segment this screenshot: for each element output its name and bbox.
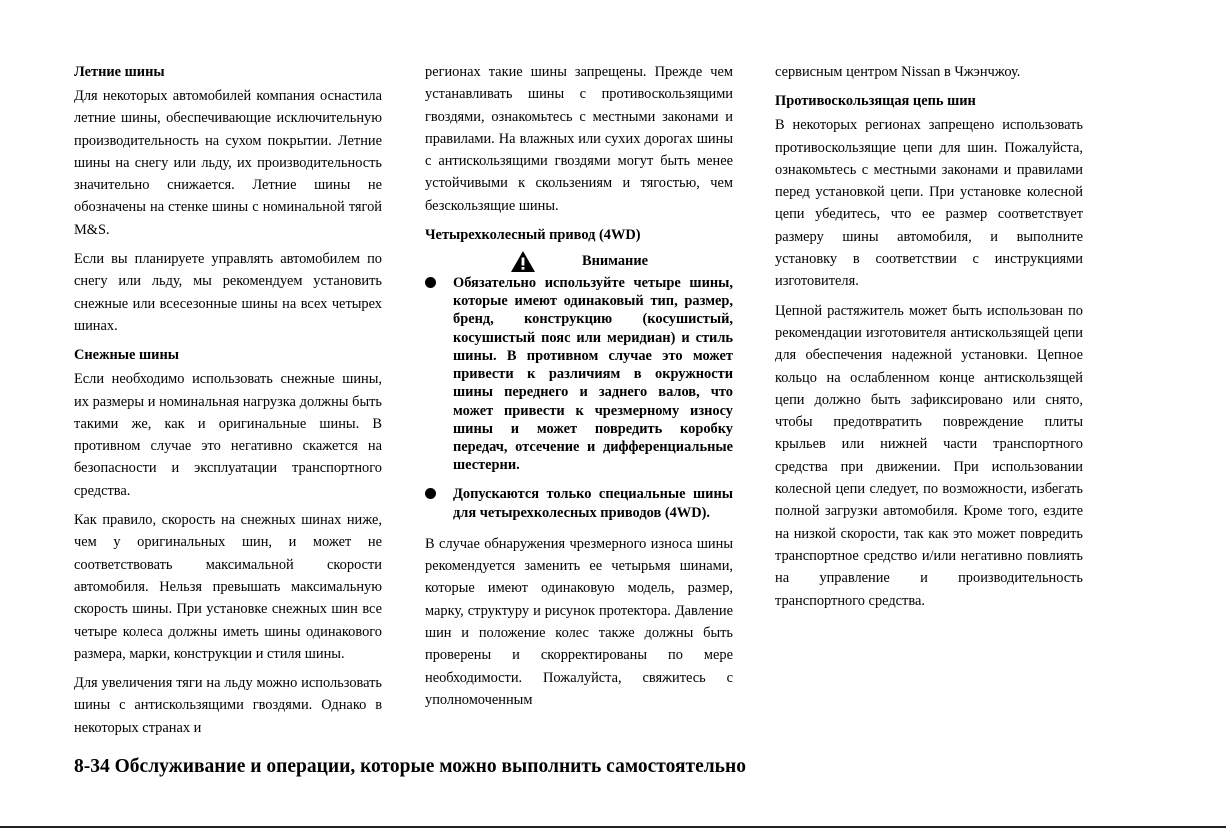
bottom-divider: [0, 826, 1226, 828]
paragraph-snow-tire-size: Если необходимо использовать снежные шины, их размеры и номинальная нагрузка должны быть такими же, как и оригинальные шины. В противном случае это негативно скажется на безопасности и эксплуатации транспортного средства.: [74, 371, 382, 499]
list-item: [425, 485, 733, 521]
warning-list: [425, 274, 733, 522]
paragraph-tire-replacement: В случае обнаружения чрезмерного износа шины рекомендуется заменить ее четырьмя шинами, которые имеют одинаковую модель, размер, марку, структуру и рисунок протектора. Давление шин и положение колес также должны быть проверены и скорректированы по мере необходимости. Пожалуйста, свяжитесь с уполномоченным: [425, 535, 733, 708]
heading-summer-tires: Летние шины: [74, 64, 165, 80]
warning-item-text: Обязательно используйте четыре шины, которые имеют одинаковый тип, размер, бренд, конструкцию (косушистый, косушистый пояс или меридиан) и стиль шины. В противном случае это может привести к различиям в окружности шины переднего и заднего валов, что может привести к чрезмерному износу шины и может повредить коробку передач, отсечение и дифференциальные шестерни.: [453, 275, 733, 474]
page-footer: 8-34 Обслуживание и операции, которые можно выполнить самостоятельно: [74, 756, 746, 777]
column-middle: [425, 61, 733, 718]
paragraph-chain-install: В некоторых регионах запрещено использовать противоскользящие цепи для шин. Пожалуйста, ознакомьтесь с местными законами и правилами перед установкой цепи. При установке колесной цепи убедитесь, что ее размер соответствует размеру шины автомобиля, и выполните установку в соответствии с инструкциями изготовителя.: [775, 117, 1083, 290]
paragraph-summer-tires: Для некоторых автомобилей компания оснастила летние шины, обеспечивающие исключительную производительность на сухом покрытии. Летние шины на снегу или льду, их производительность значительно снижается. Летние шины не обозначены на стенке шины с номинальной тягой M&S.: [74, 88, 382, 238]
warning-triangle-icon: [510, 250, 536, 273]
paragraph-winter-recommendation: Если вы планируете управлять автомобилем по снегу или льду, мы рекомендуем установить снежные или всесезонные шины на всех четырех шинах.: [74, 251, 382, 334]
warning-item-text: Допускаются только специальные шины для четырехколесных приводов (4WD).: [453, 486, 733, 521]
paragraph-service-center: сервисным центром Nissan в Чжэнчжоу.: [775, 64, 1021, 80]
paragraph-studded-tires: Для увеличения тяги на льду можно использовать шины с антискользящими гвоздями. Однако в некоторых странах и: [74, 675, 382, 736]
paragraph-studded-tires-cont: регионах такие шины запрещены. Прежде чем устанавливать шины с противоскользящими гвоздями, ознакомьтесь с местными законами и правилами. На влажных или сухих дорогах шины с антискользящими гвоздями могут быть менее устойчивыми к скользениям и тягостью, чем безскользящие шины.: [425, 64, 733, 214]
paragraph-chain-tensioner: Цепной растяжитель может быть использован по рекомендации изготовителя антискользящей цепи для обеспечения надежной установки. Цепное кольцо на ослабленном конце антискользящей цепи должно быть зафиксировано или снято, чтобы предотвратить повреждение плиты крыльев или нижней части транспортного средства при движении. При использовании колесной цепи следует, по возможности, избегать полной загрузки автомобиля. Кроме того, ездите на низкой скорости, так как это может повредить транспортное средство и/или негативно повлиять на управление и производительность транспортного средства.: [775, 302, 1083, 609]
paragraph-snow-tire-speed: Как правило, скорость на снежных шинах ниже, чем у оригинальных шин, и может не соответствовать максимальной скорости автомобиля. Нельзя превышать максимальную скорость шины. При установке снежных шин все четыре колеса должны иметь шины одинакового размера, марки, конструкции и стиля шины.: [74, 512, 382, 662]
warning-header: [425, 248, 733, 274]
heading-snow-chains: Противоскользящая цепь шин: [775, 93, 976, 110]
column-left: [74, 61, 382, 746]
list-item: [425, 274, 733, 474]
bullet-icon: [425, 277, 436, 288]
heading-4wd: Четырехколесный привод (4WD): [425, 227, 641, 244]
heading-snow-tires: Снежные шины: [74, 347, 179, 364]
column-right: [775, 61, 1083, 619]
bullet-icon: [425, 488, 436, 499]
warning-title: Внимание: [581, 252, 649, 269]
